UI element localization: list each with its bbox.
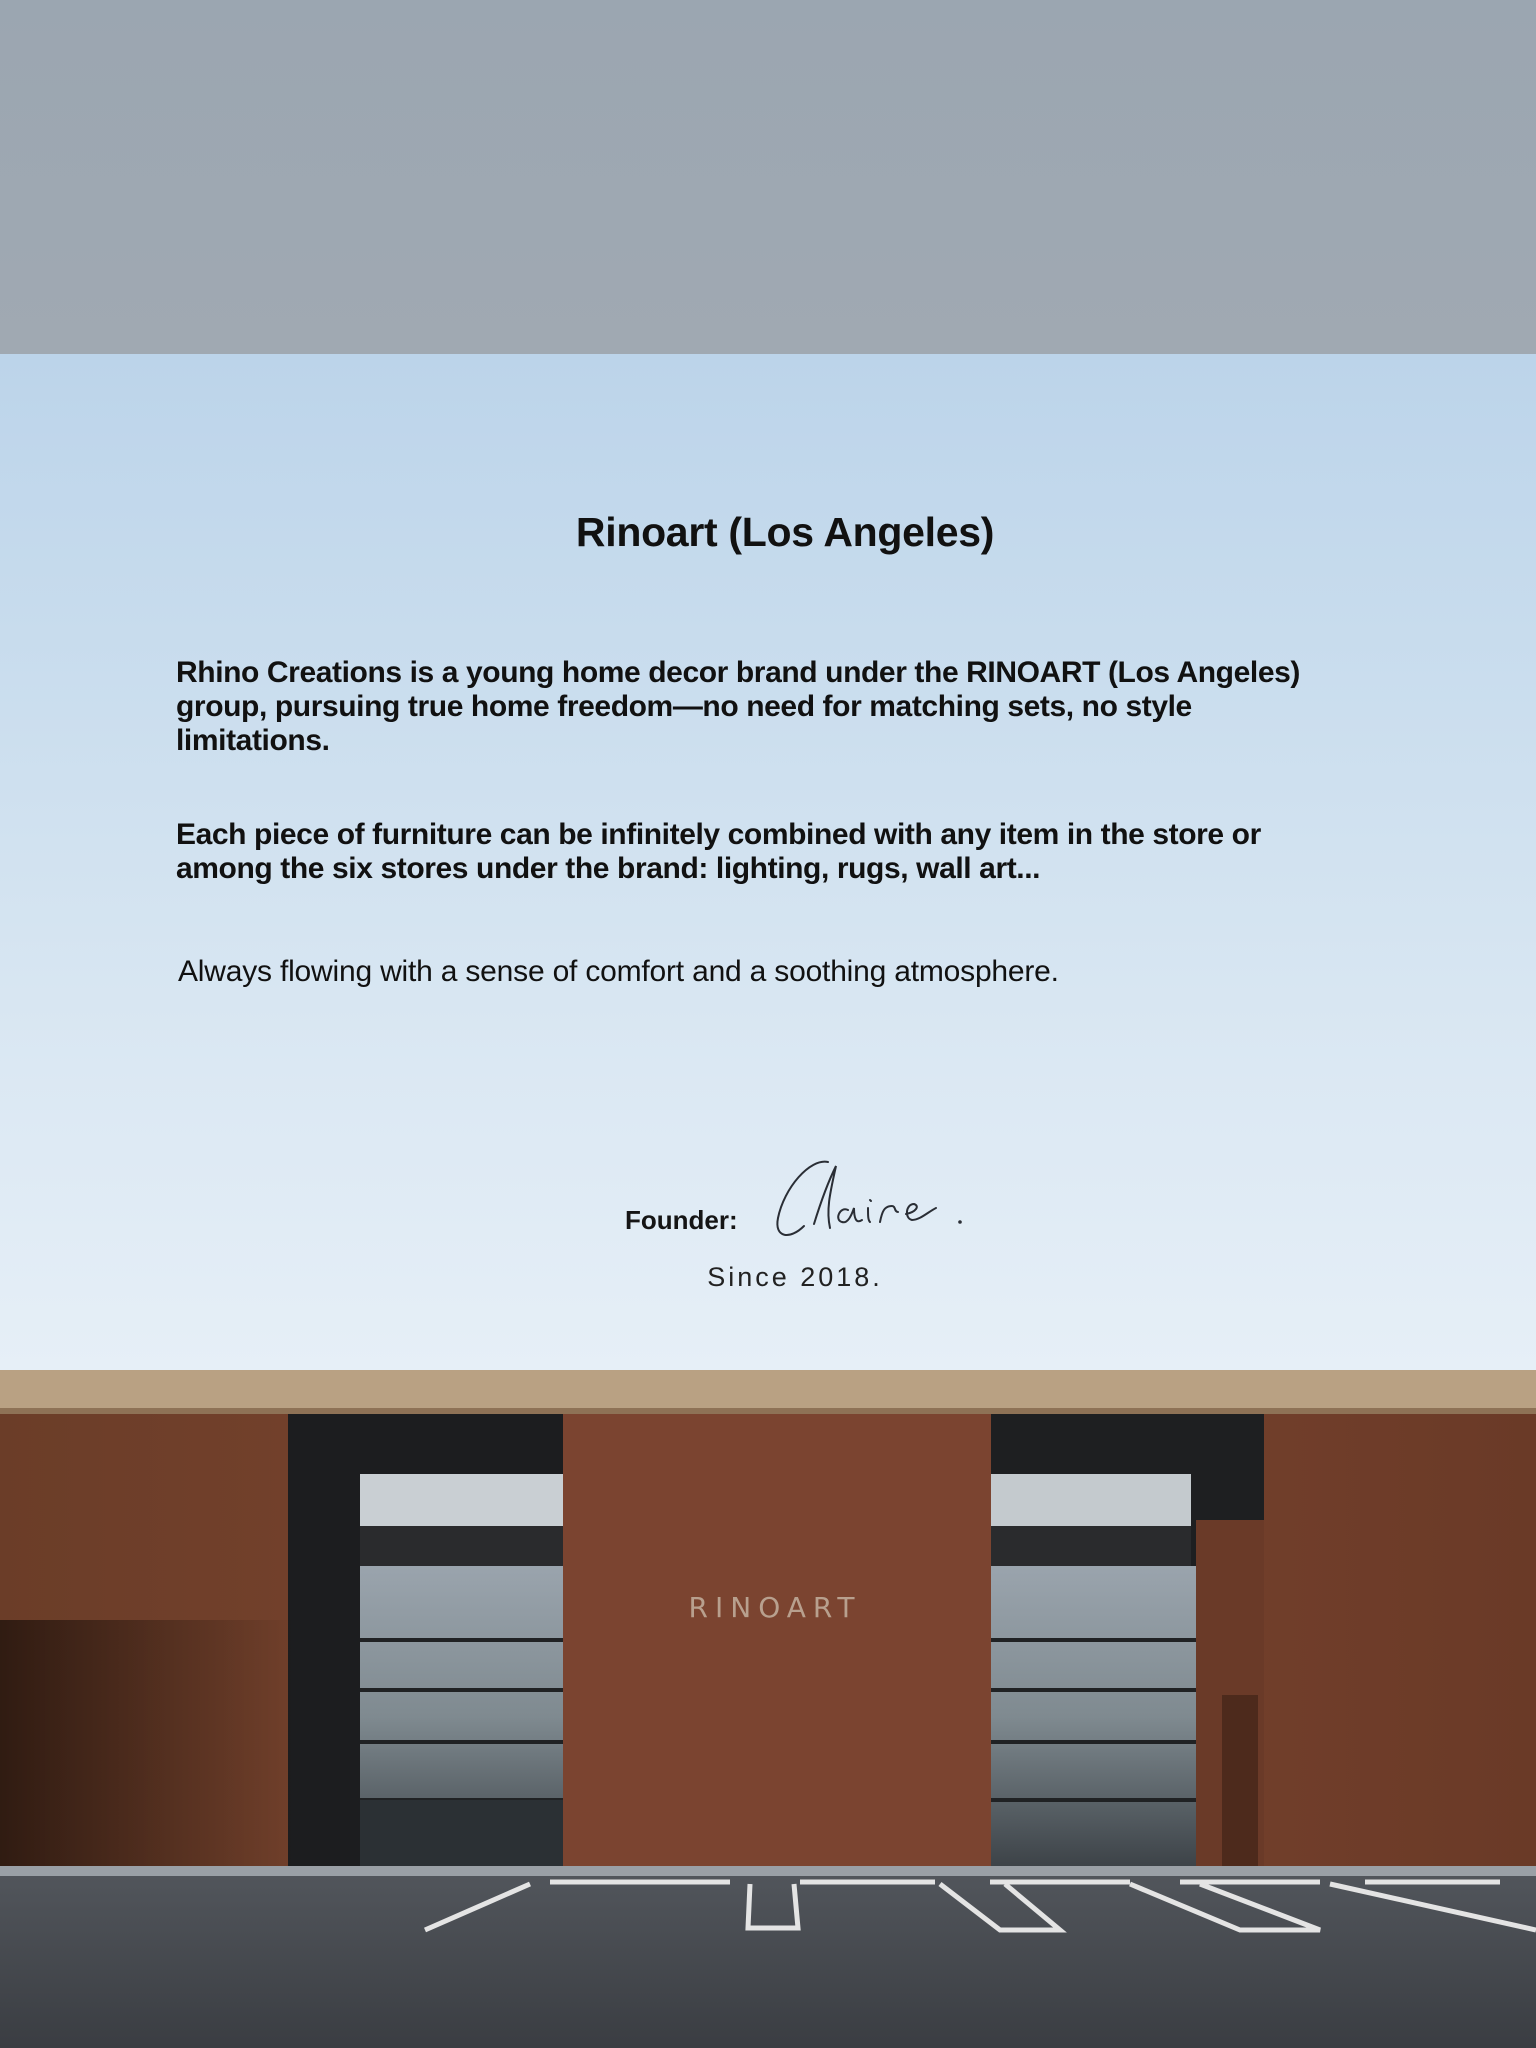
intro-paragraph: Rhino Creations is a young home decor brand under the RINOART (Los Angeles) group, pursuing true home freedom—no need for matching sets, no style limitations.	[176, 656, 1300, 757]
page-title: Rinoart (Los Angeles)	[575, 509, 995, 555]
combination-paragraph: Each piece of furniture can be infinitely combined with any item in the store or among the six stores under the brand: lighting, rugs, wall art...	[176, 818, 1261, 885]
founder-label: Founder:	[625, 1205, 738, 1235]
building-photo	[0, 1370, 1536, 2048]
founder-signature	[770, 1148, 980, 1248]
since-year: Since 2018.	[707, 1262, 883, 1292]
top-gray-band	[0, 0, 1536, 354]
comfort-paragraph: Always flowing with a sense of comfort and a soothing atmosphere.	[178, 955, 1059, 988]
building-sign: RINOART	[688, 1591, 862, 1624]
